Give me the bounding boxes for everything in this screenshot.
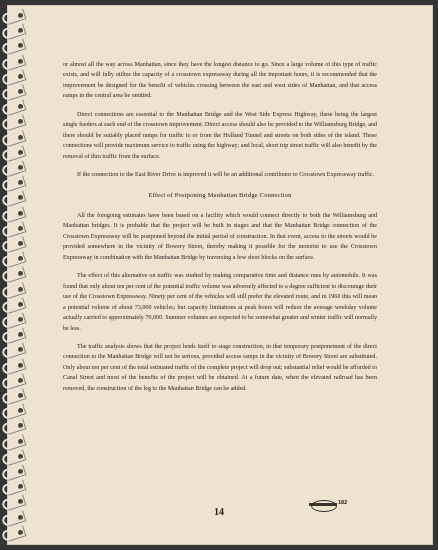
page-body: [63, 60, 377, 394]
binding-ring: [2, 344, 28, 356]
binding-ring: [2, 238, 28, 250]
stamp-number: 182: [338, 500, 348, 506]
binding-ring: [2, 101, 28, 113]
section-heading: Effect of Postponing Manhattan Bridge Connection: [148, 191, 292, 199]
paragraph: The effect of this alternative on traffic was studied by making comparative time and distance runs by automobile. It was found that only about ten per cent of the potential traffic volume was adversely affected to a degree sufficient to discourage their use of the Crosstown Expressway. Ninety per cent of the vehicles will still prefer the elevated route, and in 1960 this will mean a potential volume of about 73,000 vehicles; but capacity limitations at peak hours will reduce the average weekday volume actually carried to approximately 70,000. Summer volumes are expected to be somewhat greater and winter traffic will normally be less.: [63, 273, 377, 332]
binding-ring: [2, 147, 28, 159]
binding-ring: [2, 360, 28, 372]
binding-wire: [1, 525, 25, 542]
binding-ring: [2, 405, 28, 417]
binding-ring: [2, 299, 28, 311]
binding-ring: [2, 466, 28, 478]
binding-ring: [2, 223, 28, 235]
paragraph: Direct connections are essential to the Manhattan Bridge and the West Side Express Highway, these being the largest single feeders at each end of the crosstown improvement. Direct access should also be provided to the Williamsburg Bridge, and there should be suitably placed ramps for traffic to or from the Holland Tunnel and streets on both sides of the island. These connections will provide maximum service to traffic using the highway; and local, short trip street traffic will also benefit by the removal of thru traffic from the surface.: [63, 111, 377, 160]
binding-ring: [2, 420, 28, 432]
paragraph: If the connection to the East River Drive is improved it will be an additional contributor to Crosstown Expressway traffic.: [77, 172, 375, 179]
binding-ring: [2, 132, 28, 144]
binding-ring: [2, 177, 28, 189]
binding-ring: [2, 162, 28, 174]
binding-ring: [2, 284, 28, 296]
binding-ring: [2, 314, 28, 326]
binding-ring: [2, 56, 28, 68]
paragraph: or almost all the way across Manhattan, since they have the longest distance to go. Since a large volume of this type of traffic exists, and will fully utilize the capacity of a crosstown expressway during all the important hours, it is recommended that the improvement be designed for the benefit of vehicles crossing between the east and west sides of Manhattan, and that access ramps in the central area be omitted.: [63, 62, 377, 100]
page-number: 14: [214, 507, 224, 518]
binding-ring: [2, 71, 28, 83]
spiral-binding-icon: [2, 6, 30, 540]
paragraph: The traffic analysis shows that the project lends itself to stage construction, in that temporary postponement of the direct connection to the Manhattan Bridge will not be serious, provided access ramps in the vicinity of Bowery Street are substituted. Only about ten per cent of the total estimated traffic of the complete project will drop out; substantial relief would be afforded to Canal Street and most of the benefits of the project will be obtained. At a future date, when the elevated railroad has been removed, the construction of the leg to the Manhattan Bridge can be added.: [63, 343, 377, 392]
binding-ring: [2, 208, 28, 220]
binding-ring: [2, 375, 28, 387]
binding-ring: [2, 86, 28, 98]
stamp-band: [309, 503, 337, 506]
binding-ring: [2, 40, 28, 52]
binding-ring: [2, 253, 28, 265]
binding-ring: [2, 268, 28, 280]
binding-ring: [2, 10, 28, 22]
binding-ring: [2, 527, 28, 539]
binding-ring: [2, 451, 28, 463]
paragraph: All the foregoing estimates have been based on a facility which would connect directly to both the Williamsburg and Manhattan bridges. It is probable that the project will be built in stages and that the Manhattan Bridge connection of the Crosstown Expressway will be postponed beyond the initial period of construction. In that event, access to the streets would be provided somewhere in the vicinity of Bowery Street, thereby making it possible for the motorist to use the Crosstown Expressway in combination with the Manhattan Bridge by traversing a few short blocks on the surface.: [63, 212, 377, 261]
binding-ring: [2, 329, 28, 341]
binding-ring: [2, 192, 28, 204]
binding-ring: [2, 481, 28, 493]
binding-ring: [2, 436, 28, 448]
binding-ring: [2, 390, 28, 402]
binding-ring: [2, 25, 28, 37]
binding-ring: [2, 116, 28, 128]
